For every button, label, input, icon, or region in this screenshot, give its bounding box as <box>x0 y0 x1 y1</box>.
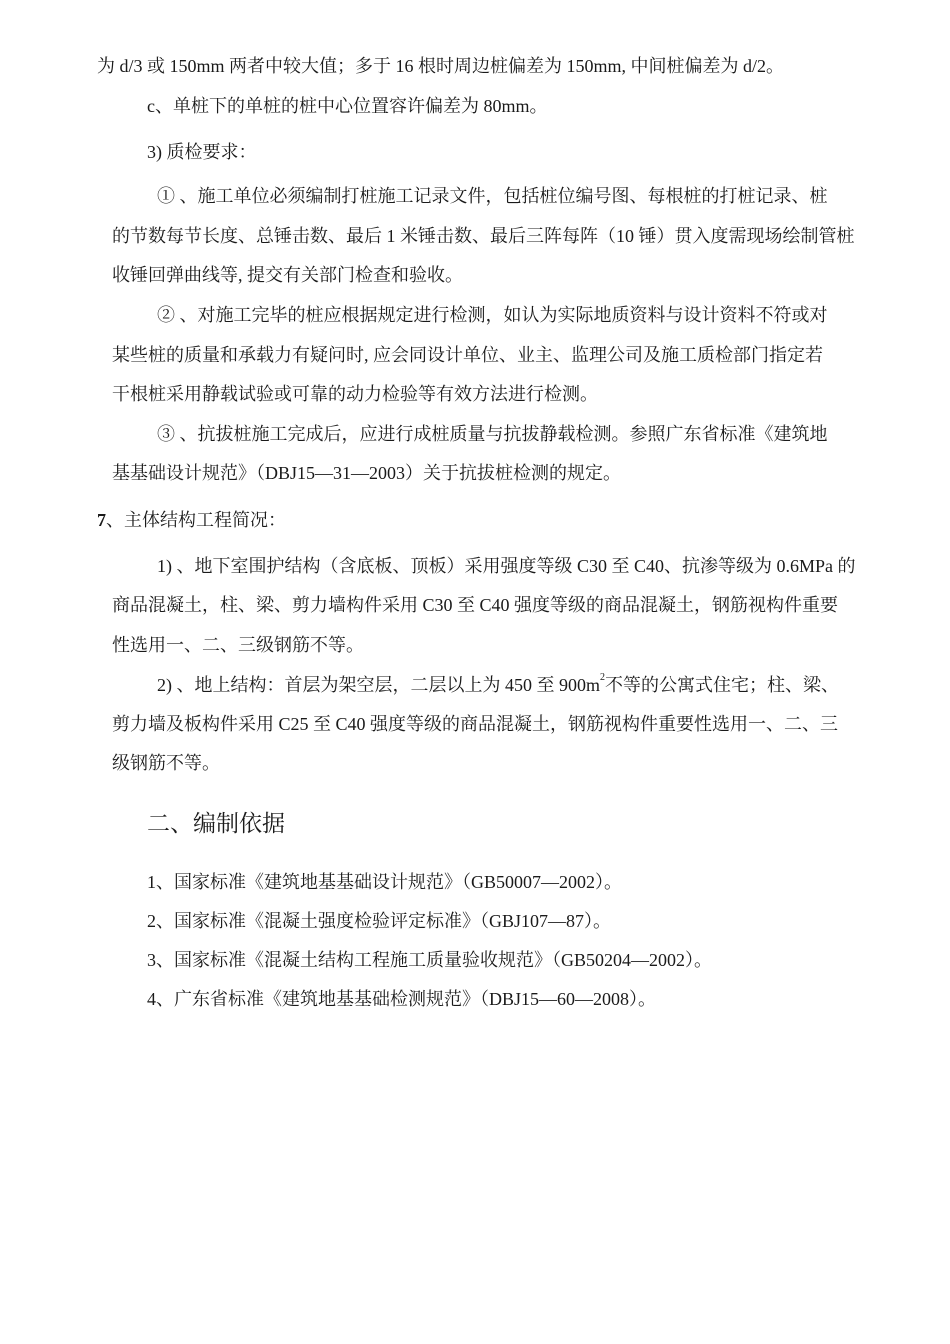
paragraph-line: c、单桩下的单桩的桩中心位置容许偏差为 80mm。 <box>147 96 548 116</box>
superscript: 2 <box>600 672 605 683</box>
line-text: 2) 、地上结构：首层为架空层，二层以上为 450 至 900m <box>157 675 600 695</box>
paragraph-line: 剪力墙及板构件采用 C25 至 C40 强度等级的商品混凝土，钢筋视构件重要性选用一、二、三 <box>112 714 839 734</box>
reference-item: 4、广东省标准《建筑地基基础检测规范》（DBJ15—60—2008）。 <box>147 989 657 1009</box>
reference-item: 3、国家标准《混凝土结构工程施工质量验收规范》（GB50204—2002）。 <box>147 950 713 970</box>
paragraph-line: ③ 、抗拔桩施工完成后，应进行成桩质量与抗拔静载检测。参照广东省标准《建筑地 <box>157 424 828 444</box>
paragraph-line: 基基础设计规范》（DBJ15—31—2003）关于抗拔桩检测的规定。 <box>112 463 622 483</box>
paragraph-line: ① 、施工单位必须编制打桩施工记录文件，包括桩位编号图、每根桩的打桩记录、桩 <box>157 186 828 206</box>
paragraph-line: 干根桩采用静载试验或可靠的动力检验等有效方法进行检测。 <box>112 384 598 404</box>
paragraph-line: 性选用一、二、三级钢筋不等。 <box>112 635 364 655</box>
paragraph-line: 1) 、地下室围护结构（含底板、顶板）采用强度等级 C30 至 C40、抗渗等级为 0.6MPa 的 <box>157 556 856 576</box>
reference-item: 2、国家标准《混凝土强度检验评定标准》（GBJ107—87）。 <box>147 911 612 931</box>
line-text: 不等的公寓式住宅；柱、梁、 <box>605 675 839 695</box>
reference-item: 1、国家标准《建筑地基基础设计规范》（GB50007—2002）。 <box>147 872 623 892</box>
paragraph-line: 商品混凝土，柱、梁、剪力墙构件采用 C30 至 C40 强度等级的商品混凝土，钢筋视构件重要 <box>112 595 839 615</box>
paragraph-line: ② 、对施工完毕的桩应根据规定进行检测，如认为实际地质资料与设计资料不符或对 <box>157 305 828 325</box>
section-number: 7 <box>97 510 106 530</box>
paragraph-line: 级钢筋不等。 <box>112 753 220 773</box>
paragraph-line <box>157 672 839 695</box>
section-heading <box>97 511 286 529</box>
chapter-heading: 二、编制依据 <box>147 811 285 836</box>
section-title: 、主体结构工程简况： <box>106 510 286 530</box>
paragraph-line: 某些桩的质量和承载力有疑问时, 应会同设计单位、业主、监理公司及施工质检部门指定若 <box>112 345 823 365</box>
paragraph-line: 收锤回弹曲线等, 提交有关部门检查和验收。 <box>112 265 463 285</box>
paragraph-line: 的节数每节长度、总锤击数、最后 1 米锤击数、最后三阵每阵（10 锤）贯入度需现场绘制管桩 <box>112 226 855 246</box>
paragraph-line: 为 d/3 或 150mm 两者中较大值；多于 16 根时周边桩偏差为 150mm, 中间桩偏差为 d/2。 <box>97 56 785 76</box>
subsection-heading: 3) 质检要求： <box>147 142 257 162</box>
